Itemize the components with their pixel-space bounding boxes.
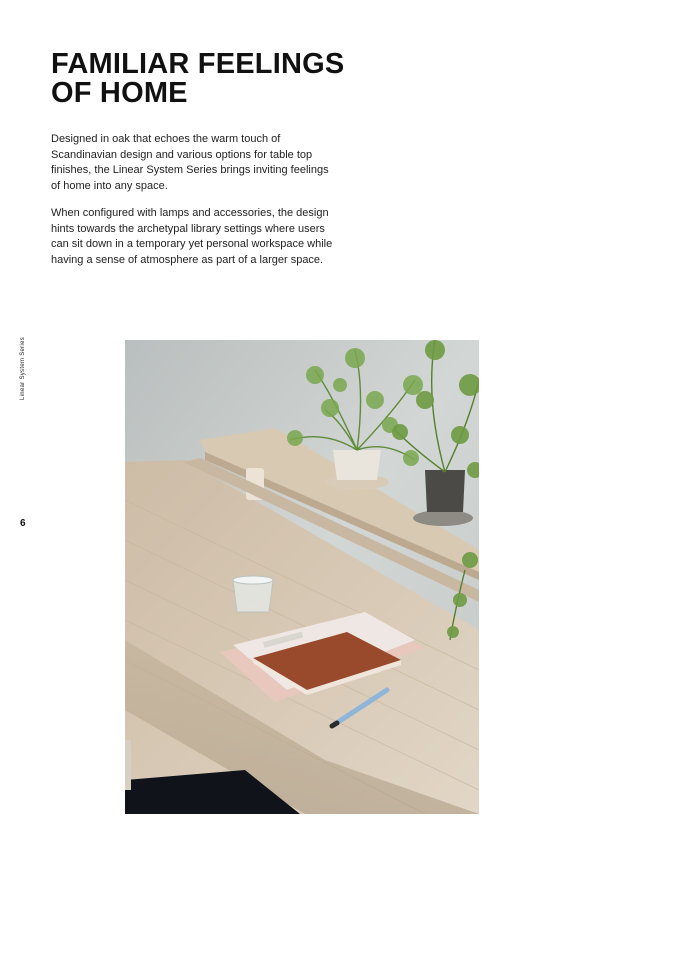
title-line-1: FAMILIAR FEELINGS (51, 48, 345, 80)
page-title (51, 50, 371, 108)
body-paragraph-1: Designed in oak that echoes the warm touch of Scandinavian design and various options for table top finishes, the Linear System Series brings inviting feelings of home into any space. (51, 133, 329, 192)
body-paragraph-2: When configured with lamps and accessories, the design hints towards the archetypal library settings where users can sit down in a temporary yet personal workspace while having a sense of atmosphere as part of a larger space. (51, 207, 333, 266)
page-number: 6 (20, 518, 26, 529)
product-photo (125, 340, 479, 814)
series-side-label: Linear System Series (20, 336, 26, 400)
water-glass (233, 576, 273, 612)
title-line-2: OF HOME (51, 77, 188, 109)
